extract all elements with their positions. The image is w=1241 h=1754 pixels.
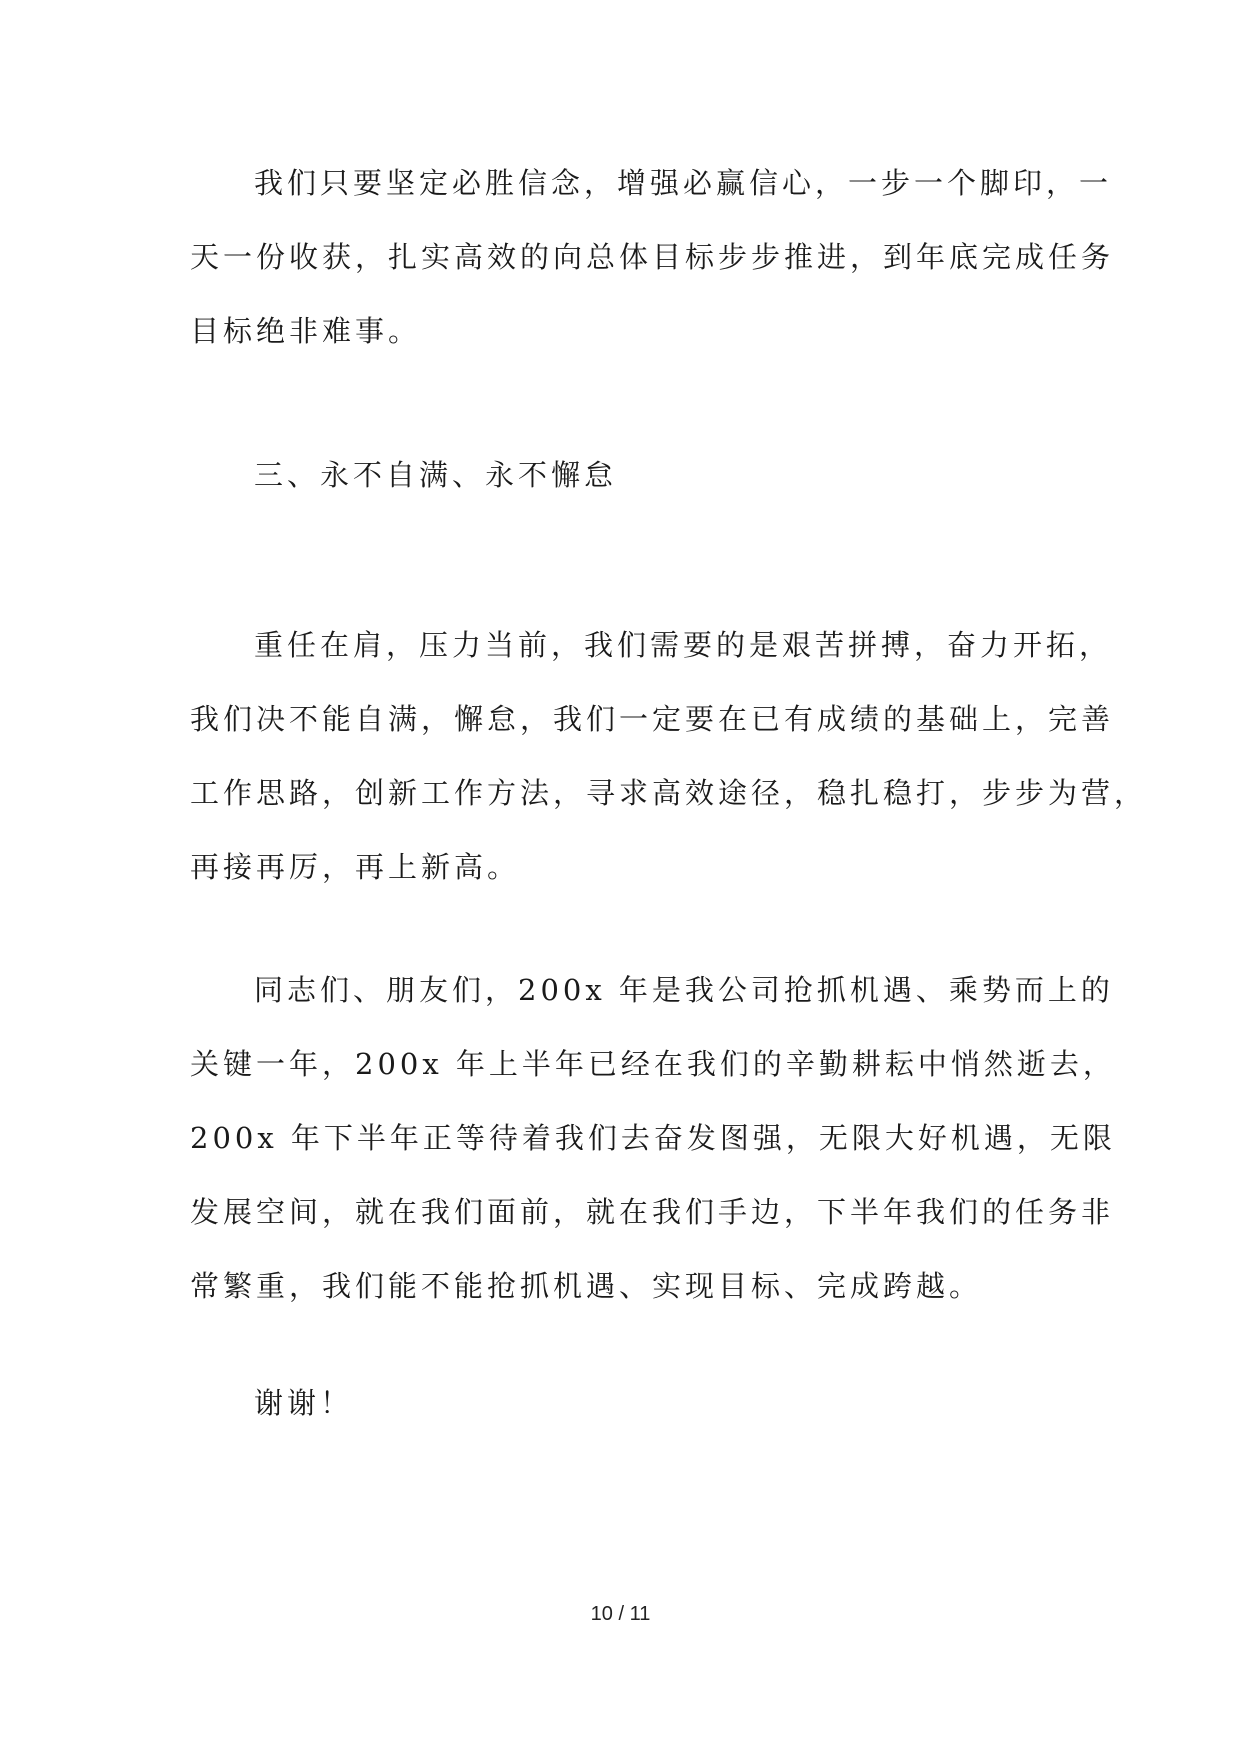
heading-text: 三、永不自满、永不懈怠: [254, 458, 618, 492]
paragraph-line: 天一份收获，扎实高效的向总体目标步步推进，到年底完成任务: [190, 240, 1115, 274]
paragraph-line: 关键一年，200x 年上半年已经在我们的辛勤耕耘中悄然逝去，: [190, 1047, 1116, 1081]
paragraph-line: 我们只要坚定必胜信念，增强必赢信心，一步一个脚印，一: [254, 166, 1113, 200]
paragraph-line: 工作思路，创新工作方法，寻求高效途径，稳扎稳打，步步为营，: [190, 776, 1148, 810]
paragraph-responsibility: [190, 608, 1148, 904]
paragraph-line: 重任在肩，压力当前，我们需要的是艰苦拼搏，奋力开拓，: [254, 628, 1113, 662]
paragraph-colleagues: [190, 953, 1116, 1323]
paragraph-line: 常繁重，我们能不能抢抓机遇、实现目标、完成跨越。: [190, 1269, 983, 1303]
paragraph-line: 我们决不能自满，懈怠，我们一定要在已有成绩的基础上，完善: [190, 702, 1115, 736]
paragraph-line: 再接再厉，再上新高。: [190, 850, 521, 884]
paragraph-line: 目标绝非难事。: [190, 314, 422, 348]
paragraph-line: 同志们、朋友们，200x 年是我公司抢抓机遇、乘势而上的: [254, 973, 1114, 1007]
paragraph-line: 200x 年下半年正等待着我们去奋发图强，无限大好机遇，无限: [190, 1121, 1116, 1155]
closing-thanks: [190, 1366, 1070, 1440]
page-number: 10 / 11: [590, 1603, 651, 1625]
paragraph-line: 发展空间，就在我们面前，就在我们手边，下半年我们的任务非: [190, 1195, 1115, 1229]
paragraph-confidence: [190, 146, 1115, 368]
section-heading: [190, 438, 1070, 512]
thanks-text: 谢谢！: [254, 1386, 354, 1420]
